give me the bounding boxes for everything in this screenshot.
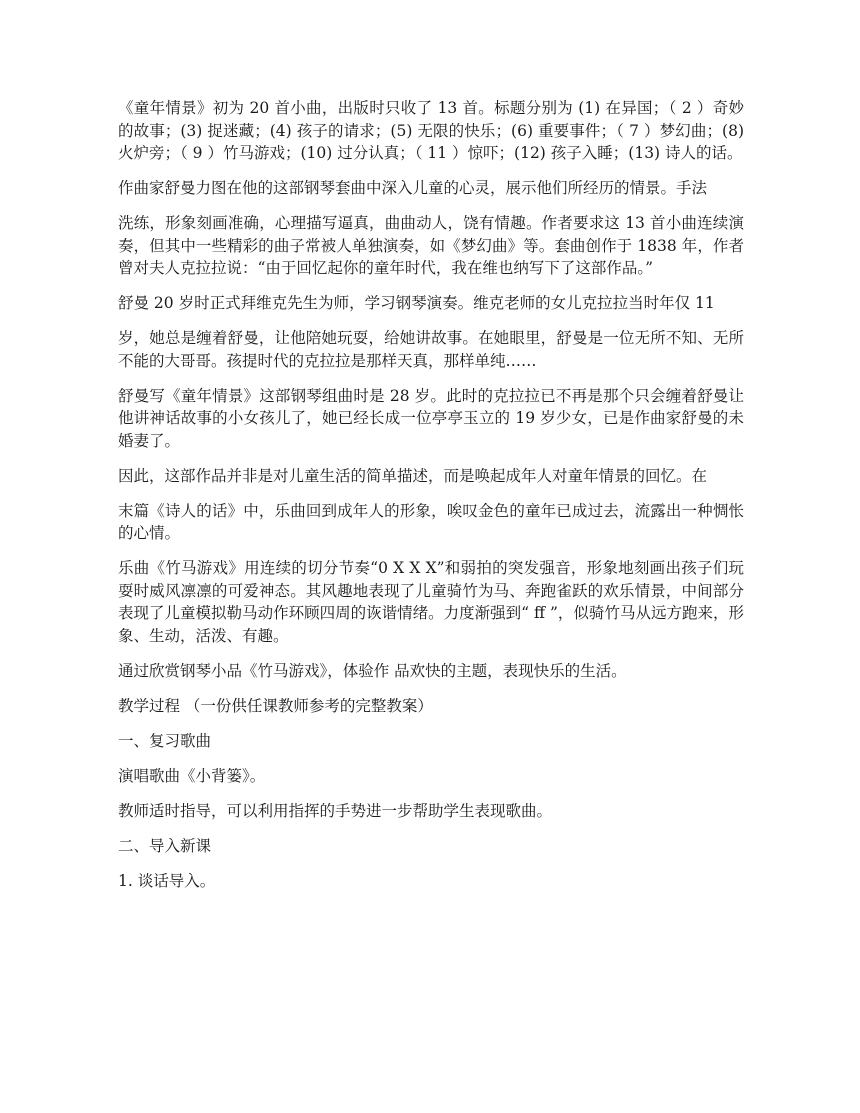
paragraph-technique: 洗练，形象刻画准确，心理描写逼真，曲曲动人，饶有情趣。作者要求这 13 首小曲连续演 奏，但其中一些精彩的曲子常被人单独演奏，如《梦幻曲》等。套曲创作于 1838 年，作者曾对夫人克拉拉说：“由于回忆起你的童年时代，我在维也纳写下了这部作品。”	[118, 214, 744, 277]
paragraph-bamboo-horse: 乐曲《竹马游戏》用连续的切分节奏“0 X X X”和弱拍的突发强音，形象地刻画出孩子们玩耍时威风凛凛的可爱神态。其风趣地表现了儿童骑竹为马、奔跑雀跃的欢乐情景，中间部分表现了儿童模拟勒马动作环顾四周的诙谐情绪。力度渐强到“ ff ”，似骑竹马从远方跑来，形象、生动，活泼、有趣。	[118, 559, 744, 645]
heading-teaching-process: 教学过程 （一份供任课教师参考的完整教案）	[118, 696, 433, 715]
paragraph-schumann-teacher: 舒曼 20 岁时正式拜维克先生为师，学习钢琴演奏。维克老师的女儿克拉拉当时年仅 11	[118, 294, 715, 312]
paragraph-sing-song: 演唱歌曲《小背篓》。	[118, 766, 266, 785]
paragraph-clara-childhood: 岁，她总是缠着舒曼，让他陪她玩耍，给她讲故事。在她眼里，舒曼是一位无所不知、无所不能的大哥哥。孩提时代的克拉拉是那样天真，那样单纯……	[118, 329, 744, 370]
heading-new-lesson: 二、导入新课	[118, 836, 212, 855]
paragraph-teacher-guidance: 教师适时指导，可以利用指挥的手势进一步帮助学生表现歌曲。	[118, 801, 553, 820]
paragraph-work-meaning: 因此，这部作品并非是对儿童生活的简单描述，而是唤起成年人对童年情景的回忆。在	[118, 466, 708, 485]
paragraph-final-piece: 末篇《诗人的话》中，乐曲回到成年人的形象，唉叹金色的童年已成过去，流露出一种惆怅的心情。	[118, 501, 744, 542]
heading-review-song: 一、复习歌曲	[118, 731, 212, 750]
paragraph-talk-intro: 1. 谈话导入。	[118, 871, 216, 890]
paragraph-learning-goal: 通过欣赏钢琴小品《竹马游戏》，体验作 品欢快的主题，表现快乐的生活。	[118, 661, 627, 680]
document-body	[118, 97, 744, 905]
paragraph-composer-intent: 作曲家舒曼力图在他的这部钢琴套曲中深入儿童的心灵，展示他们所经历的情景。手法	[118, 179, 708, 197]
paragraph-composition-age: 舒曼写《童年情景》这部钢琴组曲时是 28 岁。此时的克拉拉已不再是那个只会缠着舒曼让他讲神话故事的小女孩儿了，她已经长成一位亭亭玉立的 19 岁少女，已是作曲家舒曼的未婚妻了。	[118, 386, 744, 450]
paragraph-work-overview: 《童年情景》初为 20 首小曲，出版时只收了 13 首。标题分别为 (1) 在异国；（ 2 ）奇妙的故事；(3) 捉迷藏；(4) 孩子的请求；(5) 无限的快乐；(6) 重要事件；（ 7 ）梦幻曲；(8) 火炉旁；（ 9 ）竹马游戏；(10) 过分认真；（ 11 ）惊吓；(12) 孩子入睡；(13) 诗人的话。	[118, 99, 744, 162]
